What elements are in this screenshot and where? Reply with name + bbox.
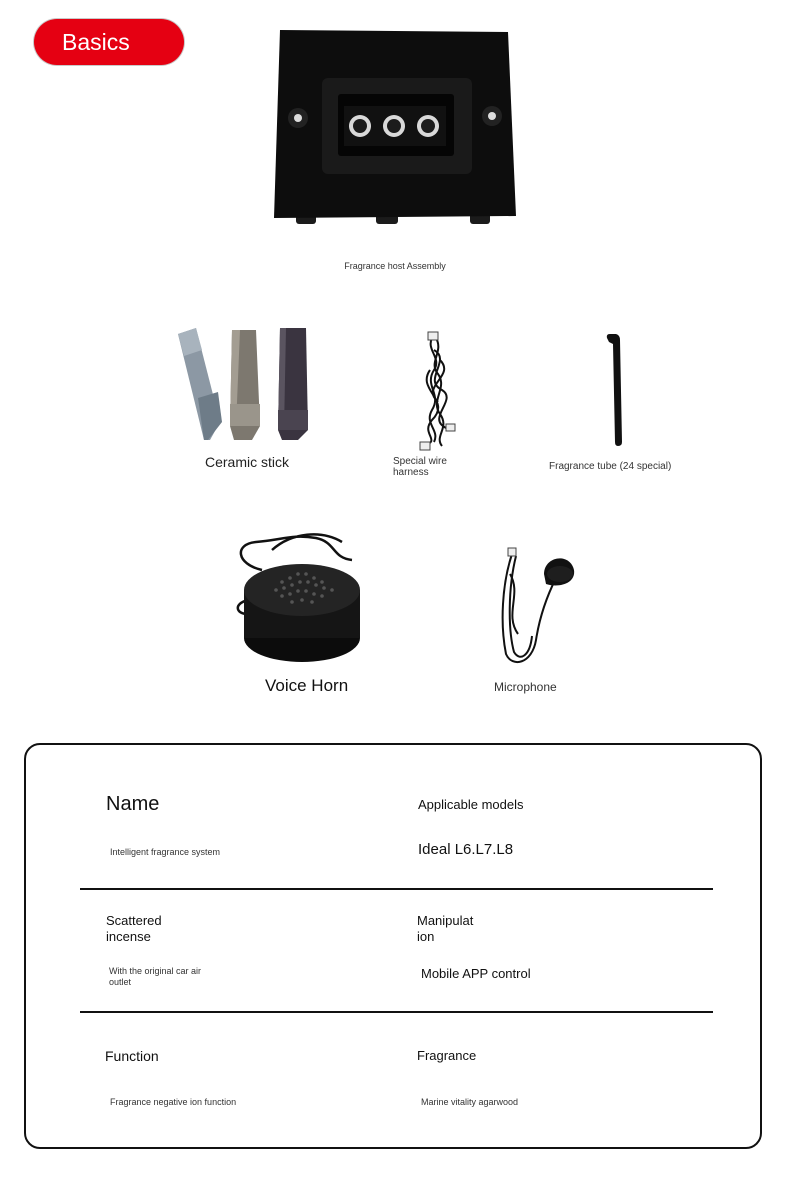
spec-incense-label-line1: Scattered — [106, 913, 162, 928]
spec-fragrance-label: Fragrance — [417, 1048, 477, 1063]
spec-models-label: Applicable models — [418, 797, 524, 812]
spec-manipulation-label-line1: Manipulat — [417, 913, 474, 928]
microphone-icon — [498, 544, 580, 668]
spec-incense-label-line2: incense — [106, 929, 151, 944]
spec-manipulation-value: Mobile APP control — [421, 966, 531, 981]
microphone-caption: Microphone — [494, 680, 557, 694]
ceramic-stick-caption: Ceramic stick — [205, 454, 290, 470]
spec-card — [24, 743, 762, 1149]
ceramic-stick-icon — [174, 326, 314, 444]
spec-divider-2 — [80, 1011, 713, 1013]
spec-incense-value — [109, 966, 201, 988]
spec-manipulation-label — [417, 913, 473, 945]
spec-name-value: Intelligent fragrance system — [110, 847, 221, 857]
spec-models-value: Ideal L6.L7.L8 — [418, 841, 514, 858]
spec-divider-1 — [80, 888, 713, 890]
wire-harness-caption — [393, 456, 447, 478]
spec-incense-value-line2: outlet — [109, 977, 132, 987]
fragrance-tube-icon — [604, 332, 630, 448]
basics-badge: Basics — [34, 19, 184, 65]
voice-horn-caption: Voice Horn — [265, 676, 349, 695]
wire-harness-icon — [412, 330, 464, 452]
fragrance-tube-caption: Fragrance tube (24 special) — [549, 461, 672, 472]
fragrance-host-icon — [272, 28, 518, 228]
spec-fragrance-value: Marine vitality agarwood — [421, 1097, 519, 1107]
speaker-icon — [232, 530, 372, 668]
spec-incense-value-line1: With the original car air — [109, 966, 202, 976]
spec-manipulation-label-line2: ion — [417, 929, 435, 944]
wire-harness-caption-line2: harness — [393, 467, 429, 478]
wire-harness-caption-line1: Special wire — [393, 456, 447, 467]
spec-function-label: Function — [105, 1048, 159, 1064]
spec-name-label: Name — [106, 793, 160, 815]
spec-incense-label — [106, 913, 162, 945]
spec-function-value: Fragrance negative ion function — [110, 1097, 237, 1107]
host-assembly-caption: Fragrance host Assembly — [344, 261, 446, 271]
